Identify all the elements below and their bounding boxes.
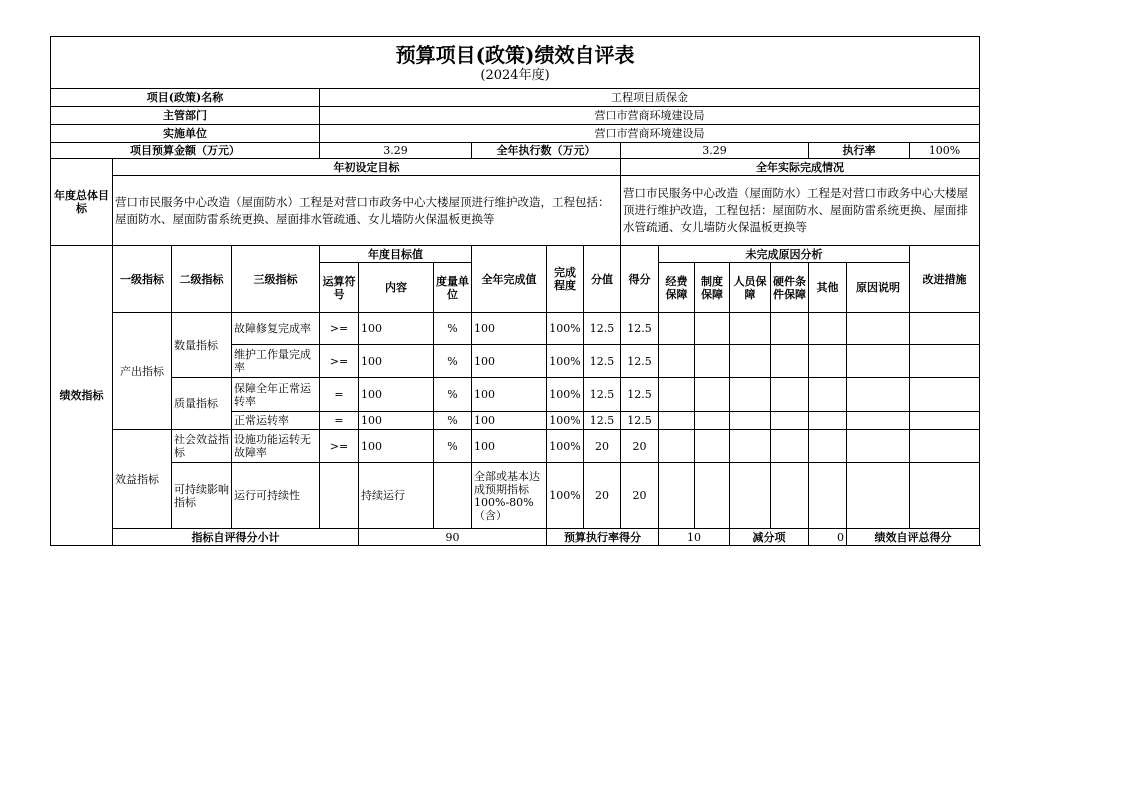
output-indicator-label: 产出指标 xyxy=(113,313,172,430)
annual-target-header: 年度目标值 xyxy=(320,246,472,263)
quality-indicator-label: 质量指标 xyxy=(172,378,232,430)
indicator-score: 12.5 xyxy=(621,345,659,378)
impl-value: 营口市营商环境建设局 xyxy=(320,125,980,143)
indicator-weight: 20 xyxy=(584,463,621,529)
indicator-unit: % xyxy=(434,313,472,345)
reason-desc-header: 原因说明 xyxy=(847,263,910,313)
annual-goal-label: 年度总体目标 xyxy=(51,159,113,246)
project-name-label: 项目(政策)名称 xyxy=(51,89,320,107)
performance-indicators-label: 绩效指标 xyxy=(51,246,113,546)
indicator-weight: 20 xyxy=(584,430,621,463)
indicator-score: 20 xyxy=(621,430,659,463)
indicator-name: 设施功能运转无故障率 xyxy=(232,430,320,463)
indicator-operator xyxy=(320,463,359,529)
indicator-unit: % xyxy=(434,412,472,430)
dept-value: 营口市营商环境建设局 xyxy=(320,107,980,125)
level2-header: 二级指标 xyxy=(172,246,232,313)
title-cell xyxy=(51,37,980,89)
improvement-header: 改进措施 xyxy=(910,246,980,313)
indicator-name: 运行可持续性 xyxy=(232,463,320,529)
indicator-score: 12.5 xyxy=(621,412,659,430)
other-header: 其他 xyxy=(809,263,847,313)
indicator-operator: = xyxy=(320,412,359,430)
initial-goal-text: 营口市民服务中心改造（屋面防水）工程是对营口市政务中心大楼屋顶进行维护改造，工程包括：屋面防水、屋面防雷系统更换、屋面排水管疏通、女儿墙防火保温板更换等 xyxy=(113,176,621,246)
indicator-score: 20 xyxy=(621,463,659,529)
system-header: 制度保障 xyxy=(695,263,730,313)
indicator-operator: = xyxy=(320,378,359,412)
budget-rate-value: 10 xyxy=(659,529,730,546)
content-header: 内容 xyxy=(359,263,434,313)
indicator-done: 100 xyxy=(472,430,547,463)
indicator-content: 100 xyxy=(359,412,434,430)
indicator-name: 保障全年正常运转率 xyxy=(232,378,320,412)
deduct-label: 减分项 xyxy=(730,529,809,546)
level3-header: 三级指标 xyxy=(232,246,320,313)
budget-value: 3.29 xyxy=(320,143,472,159)
indicator-weight: 12.5 xyxy=(584,412,621,430)
subtotal-label: 指标自评得分小计 xyxy=(113,529,359,546)
indicator-done: 100 xyxy=(472,313,547,345)
indicator-operator: >= xyxy=(320,345,359,378)
indicator-weight: 12.5 xyxy=(584,378,621,412)
hardware-header: 硬件条件保障 xyxy=(771,263,809,313)
actual-goal-header: 全年实际完成情况 xyxy=(621,159,980,176)
indicator-unit xyxy=(434,463,472,529)
indicator-degree: 100% xyxy=(547,378,584,412)
indicator-done: 100 xyxy=(472,345,547,378)
report-year: (2024年度) xyxy=(480,67,550,83)
budget-label: 项目预算金额（万元） xyxy=(51,143,320,159)
reason-analysis-header: 未完成原因分析 xyxy=(659,246,910,263)
indicator-degree: 100% xyxy=(547,463,584,529)
indicator-operator: >= xyxy=(320,313,359,345)
indicator-done: 100 xyxy=(472,412,547,430)
initial-goal-header: 年初设定目标 xyxy=(113,159,621,176)
indicator-name: 维护工作量完成率 xyxy=(232,345,320,378)
funding-header: 经费保障 xyxy=(659,263,695,313)
indicator-content: 100 xyxy=(359,313,434,345)
staff-header: 人员保障 xyxy=(730,263,771,313)
completion-degree-header: 完成程度 xyxy=(547,246,584,313)
project-name-value: 工程项目质保金 xyxy=(320,89,980,107)
benefit-indicator-label: 效益指标 xyxy=(113,430,172,529)
indicator-operator: >= xyxy=(320,430,359,463)
social-indicator-label: 社会效益指标 xyxy=(172,430,232,463)
score-header: 得分 xyxy=(621,246,659,313)
actual-goal-text: 营口市民服务中心改造（屋面防水）工程是对营口市政务中心大楼屋顶进行维护改造，工程包括：屋面防水、屋面防雷系统更换、屋面排水管疏通、女儿墙防火保温板更换等 xyxy=(621,176,980,246)
indicator-content: 100 xyxy=(359,345,434,378)
impl-label: 实施单位 xyxy=(51,125,320,143)
indicator-degree: 100% xyxy=(547,345,584,378)
unit-header: 度量单位 xyxy=(434,263,472,313)
indicator-weight: 12.5 xyxy=(584,345,621,378)
page-title: 预算项目(政策)绩效自评表 xyxy=(395,42,635,67)
indicator-done: 100 xyxy=(472,378,547,412)
indicator-name: 正常运转率 xyxy=(232,412,320,430)
indicator-unit: % xyxy=(434,430,472,463)
rate-label: 执行率 xyxy=(809,143,910,159)
sustain-indicator-label: 可持续影响指标 xyxy=(172,463,232,529)
indicator-content: 100 xyxy=(359,430,434,463)
indicator-content: 100 xyxy=(359,378,434,412)
deduct-value: 0 xyxy=(809,529,847,546)
indicator-weight: 12.5 xyxy=(584,313,621,345)
quantity-indicator-label: 数量指标 xyxy=(172,313,232,378)
indicator-unit: % xyxy=(434,378,472,412)
exec-value: 3.29 xyxy=(621,143,809,159)
indicator-score: 12.5 xyxy=(621,378,659,412)
indicator-done: 全部或基本达成预期指标100%-80%（含） xyxy=(472,463,547,529)
evaluation-table xyxy=(50,36,980,546)
indicator-score: 12.5 xyxy=(621,313,659,345)
completed-value-header: 全年完成值 xyxy=(472,246,547,313)
dept-label: 主管部门 xyxy=(51,107,320,125)
indicator-name: 故障修复完成率 xyxy=(232,313,320,345)
level1-header: 一级指标 xyxy=(113,246,172,313)
operator-header: 运算符号 xyxy=(320,263,359,313)
indicator-degree: 100% xyxy=(547,313,584,345)
indicator-degree: 100% xyxy=(547,430,584,463)
total-label: 绩效自评总得分 xyxy=(847,529,980,546)
indicator-content: 持续运行 xyxy=(359,463,434,529)
evaluation-sheet xyxy=(50,36,980,546)
subtotal-value: 90 xyxy=(359,529,547,546)
indicator-degree: 100% xyxy=(547,412,584,430)
exec-label: 全年执行数（万元） xyxy=(472,143,621,159)
budget-rate-label: 预算执行率得分 xyxy=(547,529,659,546)
rate-value: 100% xyxy=(910,143,980,159)
weight-header: 分值 xyxy=(584,246,621,313)
indicator-unit: % xyxy=(434,345,472,378)
